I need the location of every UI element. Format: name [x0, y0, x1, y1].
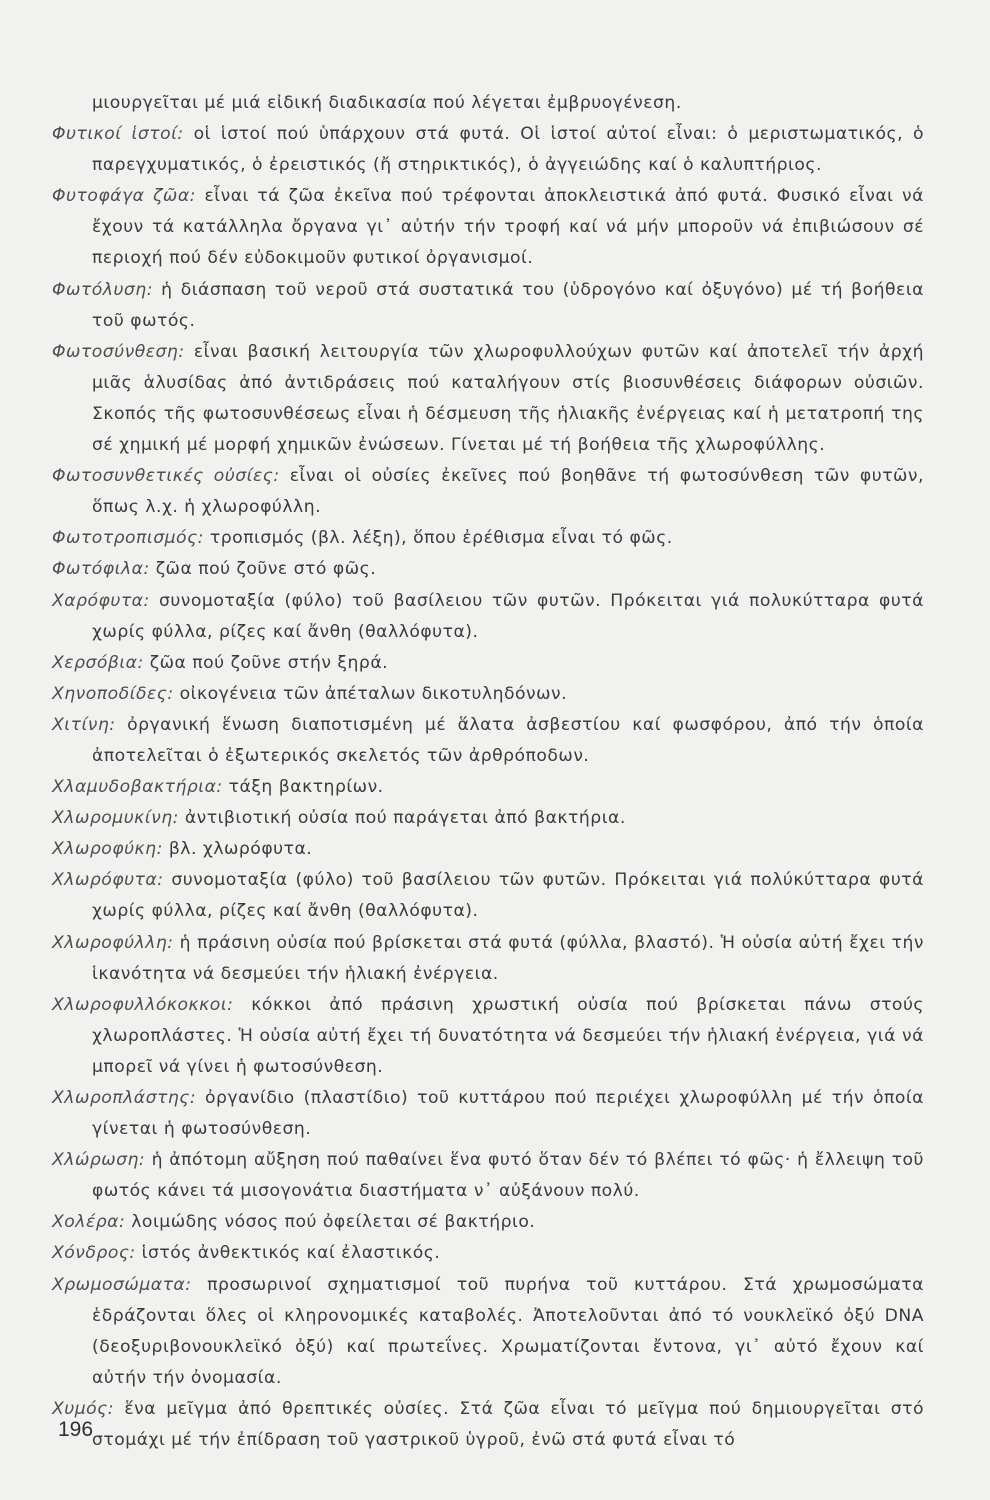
- entry-term: Φωτόλυση:: [52, 279, 153, 300]
- glossary-entry-continuation: [52, 88, 924, 119]
- entry-term: Φωτοσυνθετικές οὐσίες:: [52, 466, 280, 487]
- glossary-entry: [52, 1238, 924, 1269]
- entry-definition: ὀργανική ἕνωση διαποτισμένη μέ ἅλατα ἀσβεστίου καί φωσφόρου, ἀπό τήν ὁποία ἀποτελεῖται ὁ ἐξωτερικός σκελετός τῶν ἀρθρόποδων.: [92, 714, 924, 766]
- entry-definition: ζῶα πού ζοῦνε στό φῶς.: [149, 559, 377, 580]
- entry-definition: τάξη βακτηρίων.: [222, 777, 384, 798]
- entry-term: Χυμός:: [52, 1398, 115, 1419]
- glossary-entry: [52, 648, 924, 679]
- entry-term: Φωτοτροπισμός:: [52, 528, 204, 549]
- glossary-entry: [52, 275, 924, 337]
- entry-definition: ἀντιβιοτική οὐσία πού παράγεται ἀπό βακτήρια.: [178, 808, 626, 829]
- entry-definition: συνομοταξία (φύλο) τοῦ βασίλειου τῶν φυτῶν. Πρόκειται γιά πολυκύτταρα φυτά χωρίς φύλλα, ρίζες καί ἄνθη (θαλλόφυτα).: [92, 590, 924, 642]
- entry-term: Χλωροφυλλόκοκκοι:: [52, 994, 234, 1015]
- glossary-entries: [52, 88, 924, 1456]
- glossary-entry: [52, 554, 924, 585]
- glossary-entry: [52, 990, 924, 1083]
- entry-term: Χλωροφύκη:: [52, 839, 163, 860]
- glossary-entry: [52, 772, 924, 803]
- entry-term: Χλωροπλάστης:: [52, 1088, 197, 1108]
- entry-definition: κόκκοι ἀπό πράσινη χρωστική οὐσία πού βρίσκεται πάνω στούς χλωροπλάστες. Ἡ οὐσία αὐτή ἔχει τή δυνατότητα νά δεσμεύει τήν ἡλιακή ἐνέργεια, γιά νά μπορεῖ νά γίνει ἡ φωτοσύνθεση.: [92, 994, 924, 1077]
- glossary-entry: [52, 1083, 924, 1145]
- entry-definition: τροπισμός (βλ. λέξη), ὅπου ἐρέθισμα εἶναι τό φῶς.: [203, 528, 673, 549]
- entry-term: Χλωρόφυτα:: [52, 870, 164, 891]
- entry-definition: εἶναι τά ζῶα ἐκεῖνα πού τρέφονται ἀποκλειστικά ἀπό φυτά. Φυσικό εἶναι νά ἔχουν τά κατάλληλα ὄργανα γι᾿ αὐτήν τήν τροφή καί νά μήν μποροῦν νά ἐπιβιώσουν σέ περιοχή πού δέν εὐδοκιμοῦν φυτικοί ὀργανισμοί.: [92, 186, 924, 269]
- entry-term: Χλαμυδοβακτήρια:: [52, 777, 223, 798]
- entry-term: Χερσόβια:: [52, 652, 144, 673]
- entry-term: Φωτοσύνθεση:: [52, 341, 185, 362]
- glossary-entry: [52, 337, 924, 461]
- entry-definition: εἶναι βασική λειτουργία τῶν χλωροφυλλούχων φυτῶν καί ἀποτελεῖ τήν ἀρχή μιᾶς ἁλυσίδας ἀπό ἀντιδράσεις πού καταλήγουν στίς βιοσυνθέσεις διάφορων οὐσιῶν. Σκοπός τῆς φωτοσυνθέσεως εἶναι ἡ δέσμευση τῆς ἡλιακῆς ἐνέργειας καί ἡ μετατροπή της σέ χημική μέ μορφή χημικῶν ἐνώσεων. Γίνεται μέ τή βοήθεια τῆς χλωροφύλλης.: [92, 341, 924, 456]
- entry-definition: ἡ ἀπότομη αὔξηση πού παθαίνει ἕνα φυτό ὅταν δέν τό βλέπει τό φῶς· ἡ ἔλλειψη τοῦ φωτός κάνει τά μισογονάτια διαστήματα ν᾿ αὐξάνουν πολύ.: [92, 1150, 924, 1202]
- glossary-entry: [52, 1270, 924, 1394]
- entry-term: Φυτικοί ἱστοί:: [52, 124, 184, 145]
- glossary-entry: [52, 181, 924, 274]
- glossary-entry: [52, 803, 924, 834]
- glossary-entry: [52, 1207, 924, 1238]
- entry-term: Φωτόφιλα:: [52, 559, 150, 580]
- glossary-entry: [52, 1394, 924, 1456]
- entry-term: Χολέρα:: [52, 1212, 126, 1233]
- entry-definition: ἱστός ἀνθεκτικός καί ἐλαστικός.: [135, 1243, 441, 1264]
- glossary-entry: [52, 865, 924, 927]
- entry-definition: ὀργανίδιο (πλαστίδιο) τοῦ κυττάρου πού περιέχει χλωροφύλλη μέ τήν ὁποία γίνεται ἡ φωτοσύνθεση.: [92, 1088, 924, 1140]
- entry-definition: ἡ πράσινη οὐσία πού βρίσκεται στά φυτά (φύλλα, βλαστό). Ἡ οὐσία αὐτή ἔχει τήν ἱκανότητα νά δεσμεύει τήν ἡλιακή ἐνέργεια.: [92, 932, 924, 984]
- entry-term: Χλώρωση:: [52, 1150, 146, 1171]
- glossary-entry: [52, 834, 924, 865]
- entry-term: Χόνδρος:: [52, 1243, 136, 1264]
- entry-term: Χλωροφύλλη:: [52, 932, 174, 953]
- glossary-entry: [52, 710, 924, 772]
- page-number: 196: [58, 1418, 94, 1441]
- glossary-entry: [52, 679, 924, 710]
- entry-term: Χρωμοσώματα:: [52, 1274, 192, 1295]
- entry-definition: μιουργεῖται μέ μιά εἰδική διαδικασία πού λέγεται ἐμβρυογένεση.: [92, 93, 682, 113]
- entry-definition: ἡ διάσπαση τοῦ νεροῦ στά συστατικά του (ὑδρογόνο καί ὀξυγόνο) μέ τή βοήθεια τοῦ φωτός.: [92, 279, 924, 331]
- glossary-entry: [52, 461, 924, 523]
- entry-term: Φυτοφάγα ζῶα:: [52, 186, 196, 207]
- entry-definition: οἰκογένεια τῶν ἀπέταλων δικοτυληδόνων.: [173, 683, 568, 704]
- glossary-entry: [52, 119, 924, 181]
- entry-definition: βλ. χλωρόφυτα.: [162, 839, 313, 860]
- glossary-entry: [52, 586, 924, 648]
- entry-definition: ζῶα πού ζοῦνε στήν ξηρά.: [143, 652, 389, 673]
- entry-definition: συνομοταξία (φύλο) τοῦ βασίλειου τῶν φυτῶν. Πρόκειται γιά πολύκύτταρα φυτά χωρίς φύλλα, ρίζες καί ἄνθη (θαλλόφυτα).: [92, 870, 924, 922]
- entry-definition: οἱ ἱστοί πού ὑπάρχουν στά φυτά. Οἱ ἱστοί αὐτοί εἶναι: ὁ μεριστωματικός, ὁ παρεγχυματικός, ὁ ἐρειστικός (ἤ στηρικτικός), ὁ ἀγγειώδης καί ὁ καλυπτήριος.: [92, 124, 924, 176]
- entry-term: Χηνοποδίδες:: [52, 683, 174, 704]
- entry-term: Χλωρομυκίνη:: [52, 808, 179, 829]
- glossary-entry: [52, 523, 924, 554]
- entry-definition: λοιμώδης νόσος πού ὀφείλεται σέ βακτήριο.: [125, 1212, 536, 1233]
- entry-definition: εἶναι οἱ οὐσίες ἐκεῖνες πού βοηθᾶνε τή φωτοσύνθεση τῶν φυτῶν, ὅπως λ.χ. ἡ χλωροφύλλη.: [92, 466, 924, 518]
- entry-term: Χαρόφυτα:: [52, 590, 150, 611]
- entry-definition: ἕνα μεῖγμα ἀπό θρεπτικές οὐσίες. Στά ζῶα εἶναι τό μεῖγμα πού δημιουργεῖται στό στομάχι μέ τήν ἐπίδραση τοῦ γαστρικοῦ ὑγροῦ, ἐνῶ στά φυτά εἶναι τό: [92, 1398, 924, 1451]
- glossary-entry: [52, 928, 924, 990]
- entry-term: Χιτίνη:: [52, 714, 116, 735]
- entry-definition: προσωρινοί σχηματισμοί τοῦ πυρήνα τοῦ κυττάρου. Στά χρωμοσώματα ἑδράζονται ὅλες οἱ κληρονομικές καταβολές. Ἀποτελοῦνται ἀπό τό νουκλεϊκό ὀξύ DNA (δεοξυριβονουκλεϊκό ὀξύ) καί πρωτεΐνες. Χρωματίζονται ἔντονα, γι᾿ αὐτό ἔχουν καί αὐτήν τήν ὀνομασία.: [92, 1274, 924, 1388]
- glossary-entry: [52, 1145, 924, 1207]
